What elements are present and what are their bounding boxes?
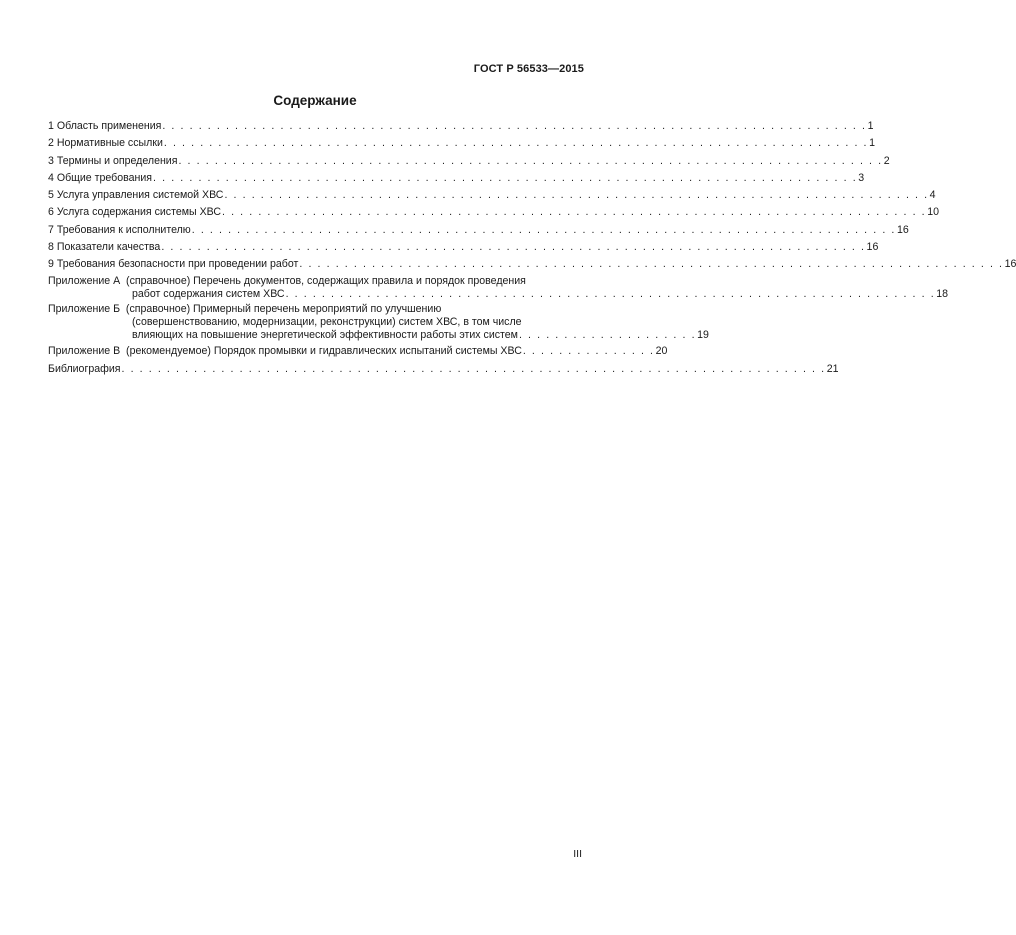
toc-entry-page: 16	[896, 223, 909, 236]
toc-entry-page: 4	[929, 189, 936, 202]
page-number: III	[573, 848, 582, 860]
toc-leader-dots: . . . . . . . . . . . . . . . . . . . . . . . . . . . . . . . . . . . . . . . . . . . . . . . . . . . . . . . . . . . . . . . . . . . . . . . . . . . . . .	[178, 154, 883, 167]
toc-entry-number: 4	[48, 171, 54, 184]
toc-leader-dots: . . . . . . . . . . . . . . . . . . . . . . . . . . . . . . . . . . . . . . . . . . . . . . . . . . . . . . . . . . . . . . . . . . . . . . . . . . . . . .	[222, 206, 927, 219]
toc-entry-text: Услуга управления системой ХВС	[56, 189, 224, 202]
toc-entry-number: 8	[48, 241, 54, 254]
toc-entry-page: 3	[858, 171, 865, 184]
toc-entry-text: Требования к исполнителю	[56, 223, 191, 236]
toc-leader-dots: . . . . . . . . . . . . . . . . . . . . . . . . . . . . . . . . . . . . . . . . . . . . . . . . . . . . . . . . . . . . . . . . . . . . . . . . . . . . . .	[299, 258, 1004, 271]
toc-entry-page: 16	[1004, 258, 1016, 271]
toc-appendix-a[interactable]	[48, 274, 949, 301]
toc-entry-2[interactable]	[48, 136, 875, 151]
toc-entry-8[interactable]	[48, 240, 879, 255]
appendix-text-line: (совершенствованию, модернизации, реконструкции) систем ХВС, в том числе	[132, 315, 522, 328]
toc-entry-page: 1	[867, 120, 874, 132]
toc-entry-page: 21	[826, 362, 839, 375]
toc-entry-number: 9	[48, 258, 54, 271]
toc-entry-page: 19	[697, 328, 709, 341]
toc-leader-dots: . . . . . . . . . . . . . . .	[522, 345, 655, 358]
appendix-label: Приложение Б	[48, 302, 121, 315]
toc-entry-text: Область применения	[56, 120, 162, 132]
toc-entry-3[interactable]	[48, 154, 890, 169]
appendix-text-line: (справочное) Примерный перечень мероприятий по улучшению	[125, 302, 442, 315]
toc-entry-text: Общие требования	[56, 171, 153, 184]
toc-leader-dots: . . . . . . . . . . . . . . . . . . . . . . . . . . . . . . . . . . . . . . . . . . . . . . . . . . . . . . . . . . . . . . . . . . . . . . . . . . . . . .	[224, 189, 929, 202]
toc-entry-page: 1	[869, 137, 875, 150]
toc-entry-number: 3	[48, 154, 54, 167]
toc-title: Содержание	[273, 93, 357, 108]
toc-entry-page: 16	[866, 241, 879, 254]
toc-entry-number: 5	[48, 189, 54, 202]
toc-leader-dots: . . . . . . . . . . . . . . . . . . . . . . . . . . . . . . . . . . . . . . . . . . . . . . . . . . . . . . . . . . . . . . . . . . . . . . . . . . . . . .	[163, 137, 869, 150]
toc-appendix-b[interactable]	[48, 302, 709, 342]
toc-entry-6[interactable]	[48, 205, 940, 220]
toc-leader-dots: . . . . . . . . . . . . . . . . . . . .	[518, 328, 697, 341]
toc-entry-7[interactable]	[48, 223, 909, 238]
toc-entry-text: Термины и определения	[56, 154, 178, 167]
toc-leader-dots: . . . . . . . . . . . . . . . . . . . . . . . . . . . . . . . . . . . . . . . . . . . . . . . . . . . . . . . . . . . . . . . . . . . . . . . .	[285, 287, 936, 300]
appendix-label: Приложение А	[48, 274, 121, 287]
toc-entry-page: 10	[927, 206, 940, 219]
toc-entry-page: 18	[936, 287, 949, 300]
toc-entry-number: 1	[48, 120, 54, 132]
toc-entry-text: Библиография	[48, 362, 121, 375]
toc-entry-1[interactable]	[48, 119, 874, 134]
toc-entry-text: Показатели качества	[56, 241, 161, 254]
toc-leader-dots: . . . . . . . . . . . . . . . . . . . . . . . . . . . . . . . . . . . . . . . . . . . . . . . . . . . . . . . . . . . . . . . . . . . . . . . . . . . . . .	[121, 362, 826, 375]
toc-bibliography[interactable]	[48, 362, 839, 377]
toc-entry-4[interactable]	[48, 171, 865, 186]
appendix-text-line: (рекомендуемое) Порядок промывки и гидравлических испытаний системы ХВС	[126, 345, 522, 358]
appendix-text-line: (справочное) Перечень документов, содержащих правила и порядок проведения	[126, 274, 526, 287]
toc-leader-dots: . . . . . . . . . . . . . . . . . . . . . . . . . . . . . . . . . . . . . . . . . . . . . . . . . . . . . . . . . . . . . . . . . . . . . . . . . . . . . .	[153, 171, 858, 184]
toc-entry-text: Требования безопасности при проведении работ	[56, 258, 299, 271]
toc-entry-text: Нормативные ссылки	[56, 137, 163, 150]
toc-entry-number: 7	[48, 223, 54, 236]
toc-appendix-v[interactable]	[48, 344, 668, 359]
toc-entry-page: 2	[883, 154, 890, 167]
toc-entry-5[interactable]	[48, 188, 936, 203]
toc-leader-dots: . . . . . . . . . . . . . . . . . . . . . . . . . . . . . . . . . . . . . . . . . . . . . . . . . . . . . . . . . . . . . . . . . . . . . . . . . . . . . .	[191, 223, 896, 236]
toc-entry-number: 6	[48, 206, 54, 219]
appendix-label: Приложение В	[48, 345, 121, 358]
table-of-contents	[48, 119, 1016, 379]
appendix-text-line: работ содержания систем ХВС	[132, 287, 285, 300]
toc-entry-text: Услуга содержания системы ХВС	[56, 206, 221, 219]
toc-entry-number: 2	[48, 137, 54, 150]
toc-entry-page: 20	[655, 345, 668, 358]
toc-entry-9[interactable]	[48, 257, 1016, 272]
toc-leader-dots: . . . . . . . . . . . . . . . . . . . . . . . . . . . . . . . . . . . . . . . . . . . . . . . . . . . . . . . . . . . . . . . . . . . . . . . . . . . . . .	[161, 241, 866, 254]
doc-code: ГОСТ Р 56533—2015	[473, 63, 584, 75]
appendix-text-line: влияющих на повышение энергетической эффективности работы этих систем	[132, 328, 518, 341]
toc-leader-dots: . . . . . . . . . . . . . . . . . . . . . . . . . . . . . . . . . . . . . . . . . . . . . . . . . . . . . . . . . . . . . . . . . . . . . . . . . . . . . .	[162, 120, 867, 132]
